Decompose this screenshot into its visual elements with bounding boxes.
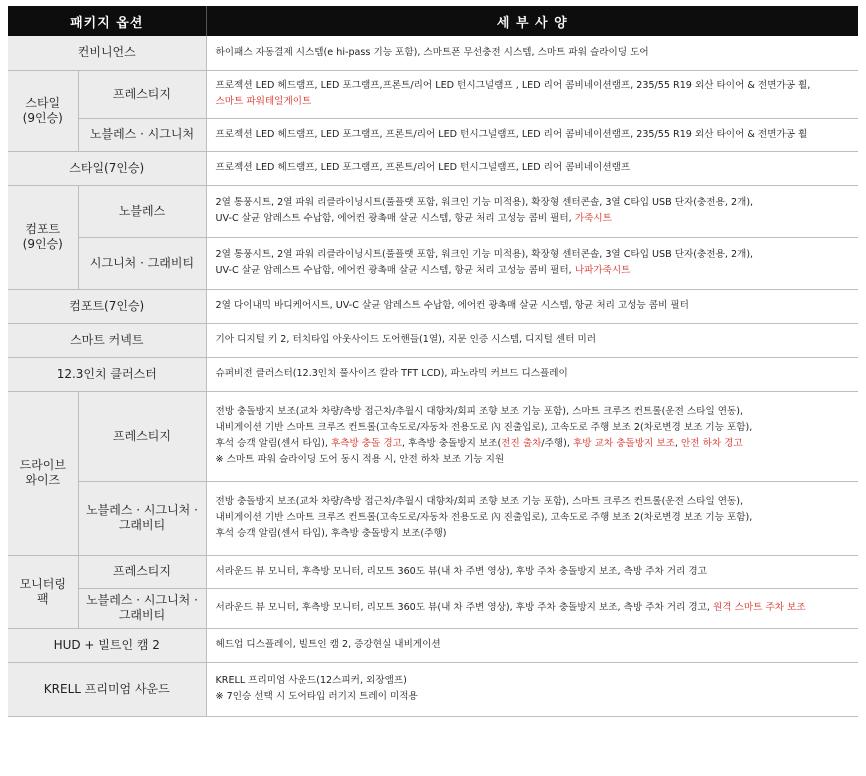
row-label-style7: 스타일(7인승) [8, 151, 206, 185]
desc-highlight: 전진 출차 [501, 438, 542, 449]
table-row [8, 151, 858, 185]
desc-line: 프로젝션 LED 헤드램프, LED 포그램프,프론트/리어 LED 턴시그널램프 , LED 리어 콤비네이션램프, 235/55 R19 외산 타이어 & 전면가공 휠, [215, 80, 811, 91]
row-desc-comfort9-signature [206, 237, 858, 289]
desc-line: 2열 통풍시트, 2열 파워 리클라이닝시트(풀플랫 포함, 워크인 기능 미적용), 확장형 센터콘솔, 3열 C타입 USB 단자(충전용, 2개), [215, 197, 754, 208]
table-row [8, 289, 858, 323]
sub-label-monitoring-noblesse [78, 588, 206, 628]
row-label-smart-connect: 스마트 커넥트 [8, 323, 206, 357]
header-detail: 세 부 사 양 [206, 6, 858, 36]
desc-line: 후석 승객 알림(센서 타입), 후측방 충돌방지 보조(주행) [215, 528, 447, 539]
row-desc-drivewise-prestige [206, 391, 858, 481]
row-desc-krell [206, 662, 858, 716]
desc-line: 내비게이션 기반 스마트 크루즈 컨트롤(고속도로/자동차 전용도로 內 진출입로), 고속도로 주행 보조 2(차로변경 보조 기능 포함), [215, 512, 753, 523]
table-row [8, 481, 858, 555]
group-label-line: 컴포트 [25, 222, 61, 236]
table-row [8, 70, 858, 118]
row-desc-drivewise-noblesse [206, 481, 858, 555]
row-desc-comfort7: 2열 다이내믹 바디케어시트, UV-C 살균 암레스트 수납함, 에어컨 광촉매 살균 시스템, 항균 처리 고성능 콤비 필터 [206, 289, 858, 323]
desc-line: UV-C 살균 암레스트 수납함, 에어컨 광촉매 살균 시스템, 항균 처리 고성능 콤비 필터, [215, 265, 572, 276]
row-desc-style7: 프로젝션 LED 헤드램프, LED 포그램프, 프론트/리어 LED 턴시그널램프, LED 리어 콤비네이션램프 [206, 151, 858, 185]
desc-text: , 후측방 충돌방지 보조( [401, 438, 502, 449]
row-group-drivewise [8, 391, 78, 555]
desc-text: 서라운드 뷰 모니터, 후측방 모니터, 리모트 360도 뷰(내 차 주변 영상), 후방 주차 충돌방지 보조, 측방 주차 거리 경고, [215, 602, 710, 613]
row-group-comfort9 [8, 185, 78, 289]
sub-label-style9-prestige: 프레스티지 [78, 70, 206, 118]
row-desc-convenience: 하이패스 자동결제 시스템(e hi-pass 기능 포함), 스마트폰 무선충전 시스템, 스마트 파워 슬라이딩 도어 [206, 36, 858, 70]
header-package: 패키지 옵션 [8, 6, 206, 36]
row-group-monitoring [8, 555, 78, 628]
sub-label-comfort9-signature: 시그니처 · 그래비티 [78, 237, 206, 289]
desc-note: ※ 스마트 파워 슬라이딩 도어 동시 적용 시, 안전 하차 보조 기능 지원 [215, 454, 505, 465]
sub-label-drivewise-prestige: 프레스티지 [78, 391, 206, 481]
package-options-table [8, 6, 858, 717]
row-desc-style9-noblesse: 프로젝션 LED 헤드램프, LED 포그램프, 프론트/리어 LED 턴시그널램프, LED 리어 콤비네이션램프, 235/55 R19 외산 타이어 & 전면가공 휠 [206, 118, 858, 151]
sub-label-drivewise-noblesse [78, 481, 206, 555]
table-row [8, 357, 858, 391]
sub-label-line: 노블레스 · 시그니처 · [86, 503, 198, 517]
row-label-comfort7: 컴포트(7인승) [8, 289, 206, 323]
desc-line: UV-C 살균 암레스트 수납함, 에어컨 광촉매 살균 시스템, 항균 처리 고성능 콤비 필터, [215, 213, 572, 224]
row-desc-smart-connect: 기아 디지털 키 2, 터치타입 아웃사이드 도어핸들(1열), 지문 인증 시스템, 디지털 센터 미러 [206, 323, 858, 357]
table-row [8, 555, 858, 588]
table-row [8, 237, 858, 289]
desc-line: 전방 충돌방지 보조(교차 차량/측방 접근차/추월시 대향차/회피 조향 보조 기능 포함), 스마트 크루즈 컨트롤(운전 스타일 연동), [215, 496, 744, 507]
sub-label-line: 노블레스 · 시그니처 · [86, 593, 198, 607]
row-label-hud: HUD + 빌트인 캠 2 [8, 628, 206, 662]
desc-line: KRELL 프리미엄 사운드(12스피커, 외장앰프) [215, 675, 407, 686]
table-row [8, 662, 858, 716]
row-desc-monitoring-prestige: 서라운드 뷰 모니터, 후측방 모니터, 리모트 360도 뷰(내 차 주변 영상), 후방 주차 충돌방지 보조, 측방 주차 거리 경고 [206, 555, 858, 588]
row-desc-style9-prestige [206, 70, 858, 118]
sub-label-line: 그래비티 [118, 518, 166, 532]
sub-label-style9-noblesse: 노블레스 · 시그니처 [78, 118, 206, 151]
table-row [8, 185, 858, 237]
row-desc-comfort9-noblesse [206, 185, 858, 237]
desc-line: 2열 통풍시트, 2열 파워 리클라이닝시트(풀플랫 포함, 워크인 기능 미적용), 확장형 센터콘솔, 3열 C타입 USB 단자(충전용, 2개), [215, 249, 754, 260]
row-label-krell: KRELL 프리미엄 사운드 [8, 662, 206, 716]
desc-highlight: 나파가죽시트 [574, 265, 631, 276]
desc-highlight: 원격 스마트 주차 보조 [713, 602, 806, 613]
group-label-line: (9인승) [22, 237, 63, 251]
group-label-line: 모니터링 [19, 576, 66, 591]
desc-line: 전방 충돌방지 보조(교차 차량/측방 접근차/추월시 대향차/회피 조향 보조 기능 포함), 스마트 크루즈 컨트롤(운전 스타일 연동), [215, 406, 744, 417]
table-header-row [8, 6, 858, 36]
row-desc-monitoring-noblesse [206, 588, 858, 628]
group-label-line: 와이즈 [25, 473, 61, 487]
desc-text: , [674, 438, 678, 449]
table-row [8, 628, 858, 662]
group-label-line: 팩 [36, 591, 49, 606]
table-row [8, 391, 858, 481]
desc-highlight: 후방 교차 충돌방지 보조 [573, 438, 675, 449]
sub-label-monitoring-prestige: 프레스티지 [78, 555, 206, 588]
row-label-convenience: 컨비니언스 [8, 36, 206, 70]
table-row [8, 588, 858, 628]
desc-highlight: 후측방 충돌 경고 [330, 438, 402, 449]
row-desc-cluster: 슈퍼비전 클러스터(12.3인치 풀사이즈 칼라 TFT LCD), 파노라믹 커브드 디스플레이 [206, 357, 858, 391]
table-row [8, 323, 858, 357]
group-label-line: 드라이브 [19, 458, 66, 472]
desc-line-highlight: 스마트 파워테일게이트 [215, 96, 312, 107]
row-desc-hud: 헤드업 디스플레이, 빌트인 캠 2, 증강현실 내비게이션 [206, 628, 858, 662]
sub-label-line: 그래비티 [118, 608, 166, 622]
row-label-cluster: 12.3인치 클러스터 [8, 357, 206, 391]
desc-highlight: 가죽시트 [574, 213, 612, 224]
group-label-line: (9인승) [22, 110, 63, 125]
group-label-line: 스타일 [25, 95, 61, 110]
row-group-style9 [8, 70, 78, 151]
desc-text: 후석 승객 알림(센서 타입), [215, 438, 328, 449]
table-row [8, 118, 858, 151]
desc-line: 내비게이션 기반 스마트 크루즈 컨트롤(고속도로/자동차 전용도로 內 진출입로), 고속도로 주행 보조 2(차로변경 보조 기능 포함), [215, 422, 753, 433]
sub-label-comfort9-noblesse: 노블레스 [78, 185, 206, 237]
desc-note: ※ 7인승 선택 시 도어타입 러기지 트레이 미적용 [215, 691, 418, 702]
table-row [8, 36, 858, 70]
desc-highlight: 안전 하차 경고 [680, 438, 743, 449]
desc-text: /주행), [541, 438, 570, 449]
